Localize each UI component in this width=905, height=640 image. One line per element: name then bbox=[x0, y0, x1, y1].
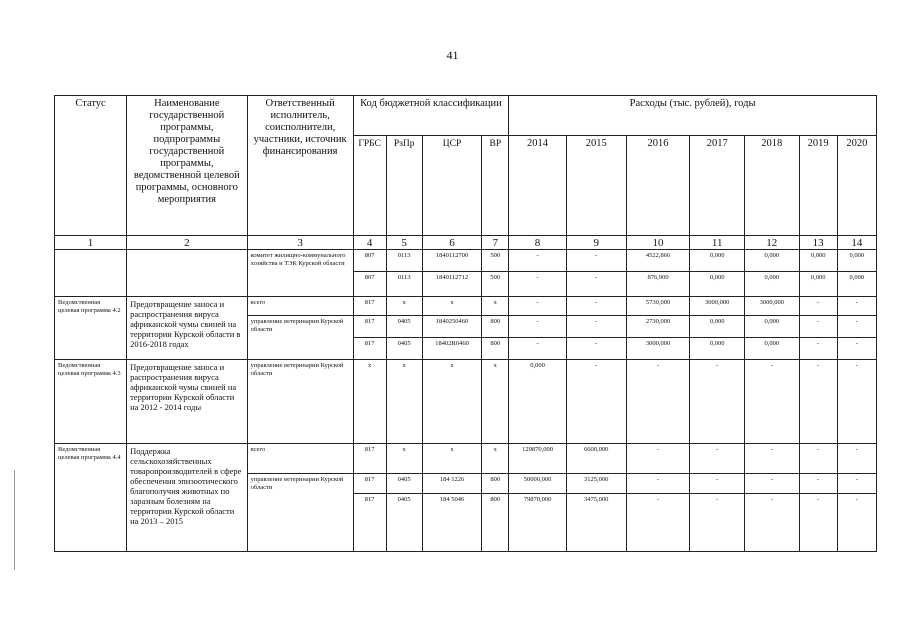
responsible-cell: комитет жилищно-коммунального хозяйства и ТЭК Курской области bbox=[247, 250, 353, 297]
header-name: Наименование государственной программы, подпрограммы государственной программы, ведомственной целевой программы, основного мероприятия bbox=[127, 96, 248, 236]
col-number: 10 bbox=[626, 236, 690, 250]
value-2016: - bbox=[626, 444, 690, 474]
rzpr-cell: x bbox=[386, 444, 422, 474]
header-year-2019: 2019 bbox=[799, 136, 837, 236]
header-year-2016: 2016 bbox=[626, 136, 690, 236]
table-row bbox=[55, 360, 877, 444]
rzpr-cell: 0405 bbox=[386, 338, 422, 360]
csr-cell: 1840112700 bbox=[422, 250, 482, 272]
grbs-cell: 817 bbox=[353, 494, 386, 552]
col-number: 3 bbox=[247, 236, 353, 250]
vr-cell: 500 bbox=[482, 250, 509, 272]
value-2016: 5730,000 bbox=[626, 297, 690, 316]
value-2020: - bbox=[837, 494, 876, 552]
value-2017: 0,000 bbox=[690, 250, 745, 272]
col-number: 12 bbox=[745, 236, 800, 250]
header-status: Статус bbox=[55, 96, 127, 236]
responsible-cell: управление ветеринарии Курской области bbox=[247, 474, 353, 552]
csr-cell: x bbox=[422, 297, 482, 316]
table-row bbox=[55, 297, 877, 316]
responsible-cell: управление ветеринарии Курской области bbox=[247, 360, 353, 444]
value-2015: - bbox=[566, 272, 626, 297]
value-2019: - bbox=[799, 494, 837, 552]
value-2018: 0,000 bbox=[745, 250, 800, 272]
value-2017: - bbox=[690, 360, 745, 444]
csr-cell: 18402R0460 bbox=[422, 338, 482, 360]
rzpr-cell: 0405 bbox=[386, 494, 422, 552]
grbs-cell: 817 bbox=[353, 316, 386, 338]
value-2017: 3000,000 bbox=[690, 297, 745, 316]
csr-cell: 1840112712 bbox=[422, 272, 482, 297]
value-2015: - bbox=[566, 360, 626, 444]
rzpr-cell: 0113 bbox=[386, 250, 422, 272]
value-2017: 0,000 bbox=[690, 272, 745, 297]
value-2016: - bbox=[626, 360, 690, 444]
value-2014: 0,000 bbox=[509, 360, 567, 444]
header-grbs: ГРБС bbox=[353, 136, 386, 236]
col-number: 5 bbox=[386, 236, 422, 250]
grbs-cell: 817 bbox=[353, 444, 386, 474]
value-2015: - bbox=[566, 250, 626, 272]
value-2020: - bbox=[837, 360, 876, 444]
value-2018: 0,000 bbox=[745, 316, 800, 338]
value-2014: - bbox=[509, 316, 567, 338]
header-year-2015: 2015 bbox=[566, 136, 626, 236]
vr-cell: 500 bbox=[482, 272, 509, 297]
budget-table bbox=[54, 95, 877, 552]
csr-cell: 184 5046 bbox=[422, 494, 482, 552]
value-2014: 79870,000 bbox=[509, 494, 567, 552]
grbs-cell: x bbox=[353, 360, 386, 444]
header-vr: ВР bbox=[482, 136, 509, 236]
value-2020: - bbox=[837, 316, 876, 338]
value-2017: 0,000 bbox=[690, 316, 745, 338]
column-number-row bbox=[55, 236, 877, 250]
value-2020: 0,000 bbox=[837, 272, 876, 297]
value-2018: 0,000 bbox=[745, 272, 800, 297]
value-2018: - bbox=[745, 444, 800, 474]
value-2020: - bbox=[837, 474, 876, 494]
col-number: 2 bbox=[127, 236, 248, 250]
value-2018: - bbox=[745, 494, 800, 552]
grbs-cell: 817 bbox=[353, 338, 386, 360]
value-2020: 0,000 bbox=[837, 250, 876, 272]
grbs-cell: 817 bbox=[353, 474, 386, 494]
col-number: 9 bbox=[566, 236, 626, 250]
value-2019: - bbox=[799, 444, 837, 474]
value-2017: 0,000 bbox=[690, 338, 745, 360]
col-number: 8 bbox=[509, 236, 567, 250]
col-number: 4 bbox=[353, 236, 386, 250]
value-2016: 4522,866 bbox=[626, 250, 690, 272]
grbs-cell: 807 bbox=[353, 272, 386, 297]
vr-cell: 800 bbox=[482, 474, 509, 494]
value-2017: - bbox=[690, 474, 745, 494]
value-2020: - bbox=[837, 338, 876, 360]
header-expenses: Расходы (тыс. рублей), годы bbox=[509, 96, 877, 136]
value-2015: 3125,000 bbox=[566, 474, 626, 494]
header-year-2017: 2017 bbox=[690, 136, 745, 236]
csr-cell: x bbox=[422, 360, 482, 444]
rzpr-cell: 0113 bbox=[386, 272, 422, 297]
value-2020: - bbox=[837, 297, 876, 316]
csr-cell: 184 1226 bbox=[422, 474, 482, 494]
value-2015: 6600,000 bbox=[566, 444, 626, 474]
value-2016: - bbox=[626, 494, 690, 552]
header-responsible: Ответственный исполнитель, соисполнители, участники, источник финансирования bbox=[247, 96, 353, 236]
value-2019: 0,000 bbox=[799, 250, 837, 272]
value-2019: - bbox=[799, 360, 837, 444]
value-2015: - bbox=[566, 297, 626, 316]
rzpr-cell: 0405 bbox=[386, 474, 422, 494]
responsible-total-label: всего bbox=[247, 444, 353, 474]
table-row bbox=[55, 444, 877, 474]
header-csr: ЦСР bbox=[422, 136, 482, 236]
value-2014: - bbox=[509, 338, 567, 360]
grbs-cell: 817 bbox=[353, 297, 386, 316]
responsible-cell: управление ветеринарии Курской области bbox=[247, 316, 353, 360]
vr-cell: x bbox=[482, 297, 509, 316]
vr-cell: x bbox=[482, 360, 509, 444]
header-row-top bbox=[55, 96, 877, 136]
header-year-2020: 2020 bbox=[837, 136, 876, 236]
value-2020: - bbox=[837, 444, 876, 474]
value-2018: 0,000 bbox=[745, 338, 800, 360]
value-2014: - bbox=[509, 297, 567, 316]
program-name-cell: Предотвращение заноса и распространения вируса африканской чумы свиней на территории Курской области на 2012 - 2014 годы bbox=[127, 360, 248, 444]
vr-cell: 800 bbox=[482, 338, 509, 360]
rzpr-cell: x bbox=[386, 360, 422, 444]
col-number: 1 bbox=[55, 236, 127, 250]
rzpr-cell: x bbox=[386, 297, 422, 316]
name-cell-empty bbox=[127, 250, 248, 297]
value-2015: - bbox=[566, 338, 626, 360]
table-row bbox=[55, 250, 877, 272]
value-2016: 2730,000 bbox=[626, 316, 690, 338]
value-2019: - bbox=[799, 474, 837, 494]
rzpr-cell: 0405 bbox=[386, 316, 422, 338]
value-2019: - bbox=[799, 297, 837, 316]
csr-cell: 1840250460 bbox=[422, 316, 482, 338]
value-2014: 50000,000 bbox=[509, 474, 567, 494]
value-2018: - bbox=[745, 360, 800, 444]
value-2017: - bbox=[690, 444, 745, 474]
value-2017: - bbox=[690, 494, 745, 552]
header-year-2014: 2014 bbox=[509, 136, 567, 236]
value-2016: 3000,000 bbox=[626, 338, 690, 360]
grbs-cell: 807 bbox=[353, 250, 386, 272]
vr-cell: 800 bbox=[482, 494, 509, 552]
vr-cell: x bbox=[482, 444, 509, 474]
value-2019: - bbox=[799, 316, 837, 338]
status-cell: Ведомственная целевая программа 4.3 bbox=[55, 360, 127, 444]
header-budget-code: Код бюджетной классификации bbox=[353, 96, 509, 136]
csr-cell: x bbox=[422, 444, 482, 474]
col-number: 6 bbox=[422, 236, 482, 250]
responsible-total-label: всего bbox=[247, 297, 353, 316]
value-2019: - bbox=[799, 338, 837, 360]
value-2015: - bbox=[566, 316, 626, 338]
value-2016: - bbox=[626, 474, 690, 494]
value-2014: - bbox=[509, 250, 567, 272]
value-2019: 0,000 bbox=[799, 272, 837, 297]
program-name-cell: Предотвращение заноса и распространения вируса африканской чумы свиней на территории Курской области в 2016-2018 годах bbox=[127, 297, 248, 360]
value-2014: - bbox=[509, 272, 567, 297]
value-2018: - bbox=[745, 474, 800, 494]
program-name-cell: Поддержка сельскохозяйственных товаропроизводителей в сфере обеспечения эпизоотического благополучия животных по заразным болезням на территории Курской области на 2013 – 2015 bbox=[127, 444, 248, 552]
value-2014: 129870,000 bbox=[509, 444, 567, 474]
col-number: 7 bbox=[482, 236, 509, 250]
header-rzpr: РзПр bbox=[386, 136, 422, 236]
status-cell: Ведомственная целевая программа 4.4 bbox=[55, 444, 127, 552]
status-cell: Ведомственная целевая программа 4.2 bbox=[55, 297, 127, 360]
vr-cell: 800 bbox=[482, 316, 509, 338]
col-number: 11 bbox=[690, 236, 745, 250]
value-2015: 3475,000 bbox=[566, 494, 626, 552]
margin-line bbox=[14, 470, 15, 570]
value-2018: 3000,000 bbox=[745, 297, 800, 316]
col-number: 13 bbox=[799, 236, 837, 250]
header-year-2018: 2018 bbox=[745, 136, 800, 236]
value-2016: 876,900 bbox=[626, 272, 690, 297]
status-cell-empty bbox=[55, 250, 127, 297]
col-number: 14 bbox=[837, 236, 876, 250]
page-number: 41 bbox=[446, 48, 459, 62]
